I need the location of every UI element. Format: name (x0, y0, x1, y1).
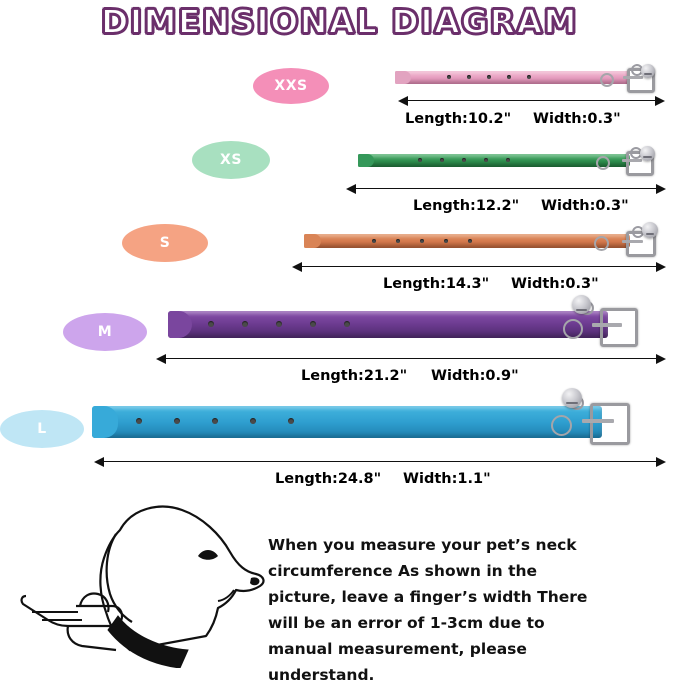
collar-strap-s (304, 222, 670, 256)
size-badge-label: L (37, 421, 47, 437)
strap-hole (212, 418, 218, 424)
dimension-arrow-right (656, 184, 666, 194)
strap-hole (242, 321, 248, 327)
strap-hole (447, 75, 451, 79)
d-ring (551, 415, 572, 436)
dimension-arrow-left (156, 354, 166, 364)
collar-strap-xs (358, 146, 670, 178)
dimension-arrow-right (655, 96, 665, 106)
strap-hole (396, 239, 400, 243)
dimension-arrow-right (656, 262, 666, 272)
dimension-length-xxs: Length:10.2" (402, 111, 514, 127)
strap-hole (344, 321, 350, 327)
strap-hole (467, 75, 471, 79)
size-badge-m (63, 313, 147, 351)
buckle-prong (582, 419, 614, 423)
strap-hole (250, 418, 256, 424)
bell-icon (640, 146, 655, 161)
measurement-note: When you measure your pet’s neck circumference As shown in the picture, leave a finger’s width There will be an error of 1-3cm due to manual measurement, please understand. (268, 536, 588, 684)
d-ring (600, 73, 614, 87)
dimension-arrow-left (292, 262, 302, 272)
dimension-width-xxs: Width:0.3" (530, 111, 624, 127)
size-badge-label: M (97, 324, 113, 340)
size-badge-label: XS (220, 152, 242, 168)
strap-hole (420, 239, 424, 243)
strap-hole (208, 321, 214, 327)
strap-tip (395, 71, 411, 84)
dimension-width-s: Width:0.3" (508, 276, 602, 292)
strap-hole (288, 418, 294, 424)
bell-icon (641, 64, 655, 78)
dimension-line-s (297, 266, 661, 267)
bell-icon (572, 295, 591, 314)
strap-body (168, 311, 608, 338)
buckle (600, 308, 638, 347)
collar-strap-xxs (395, 64, 670, 94)
strap-body (92, 406, 602, 438)
strap-hole (507, 75, 511, 79)
buckle-prong (623, 76, 643, 79)
d-ring (596, 156, 610, 170)
strap-hole (468, 239, 472, 243)
dimension-width-xs: Width:0.3" (538, 198, 632, 214)
size-badge-xs (192, 141, 270, 179)
size-badge-xxs (253, 68, 329, 104)
collar-strap-m (168, 295, 670, 345)
dimension-arrow-left (94, 457, 104, 467)
collar-strap-l (92, 388, 670, 444)
bell-icon (562, 388, 582, 408)
buckle-prong (622, 159, 642, 162)
size-badge-label: S (159, 235, 171, 251)
dimension-arrow-right (656, 457, 666, 467)
strap-hole (174, 418, 180, 424)
buckle-prong (622, 240, 643, 243)
dimension-line-l (99, 461, 661, 462)
strap-hole (444, 239, 448, 243)
size-badge-label: XXS (274, 78, 308, 94)
strap-hole (136, 418, 142, 424)
dimension-line-xs (351, 188, 661, 189)
strap-hole (462, 158, 466, 162)
buckle-prong (592, 323, 622, 327)
strap-hole (276, 321, 282, 327)
dog-head-icon (20, 500, 295, 668)
dimension-arrow-right (656, 354, 666, 364)
strap-tip (304, 234, 321, 248)
strap-body (304, 234, 630, 248)
dimension-length-xs: Length:12.2" (410, 198, 522, 214)
strap-hole (310, 321, 316, 327)
strap-body (358, 154, 630, 167)
d-ring (594, 236, 609, 251)
strap-tip (358, 154, 374, 167)
strap-hole (440, 158, 444, 162)
dimension-arrow-left (398, 96, 408, 106)
dimension-arrow-left (346, 184, 356, 194)
size-badge-s (122, 224, 208, 262)
strap-hole (484, 158, 488, 162)
strap-body (395, 71, 630, 84)
dimension-line-xxs (403, 100, 660, 101)
size-badge-l (0, 410, 84, 448)
strap-hole (418, 158, 422, 162)
bell-icon (642, 222, 658, 238)
dimension-length-m: Length:21.2" (298, 368, 410, 384)
strap-tip (92, 406, 118, 438)
dimension-length-l: Length:24.8" (272, 471, 384, 487)
strap-hole (487, 75, 491, 79)
strap-hole (527, 75, 531, 79)
dimension-width-m: Width:0.9" (428, 368, 522, 384)
dimension-length-s: Length:14.3" (380, 276, 492, 292)
dimension-width-l: Width:1.1" (400, 471, 494, 487)
strap-hole (372, 239, 376, 243)
page-title: DIMENSIONAL DIAGRAM (100, 2, 579, 41)
strap-hole (506, 158, 510, 162)
d-ring (563, 319, 583, 339)
buckle (590, 403, 630, 445)
dimension-line-m (161, 358, 661, 359)
